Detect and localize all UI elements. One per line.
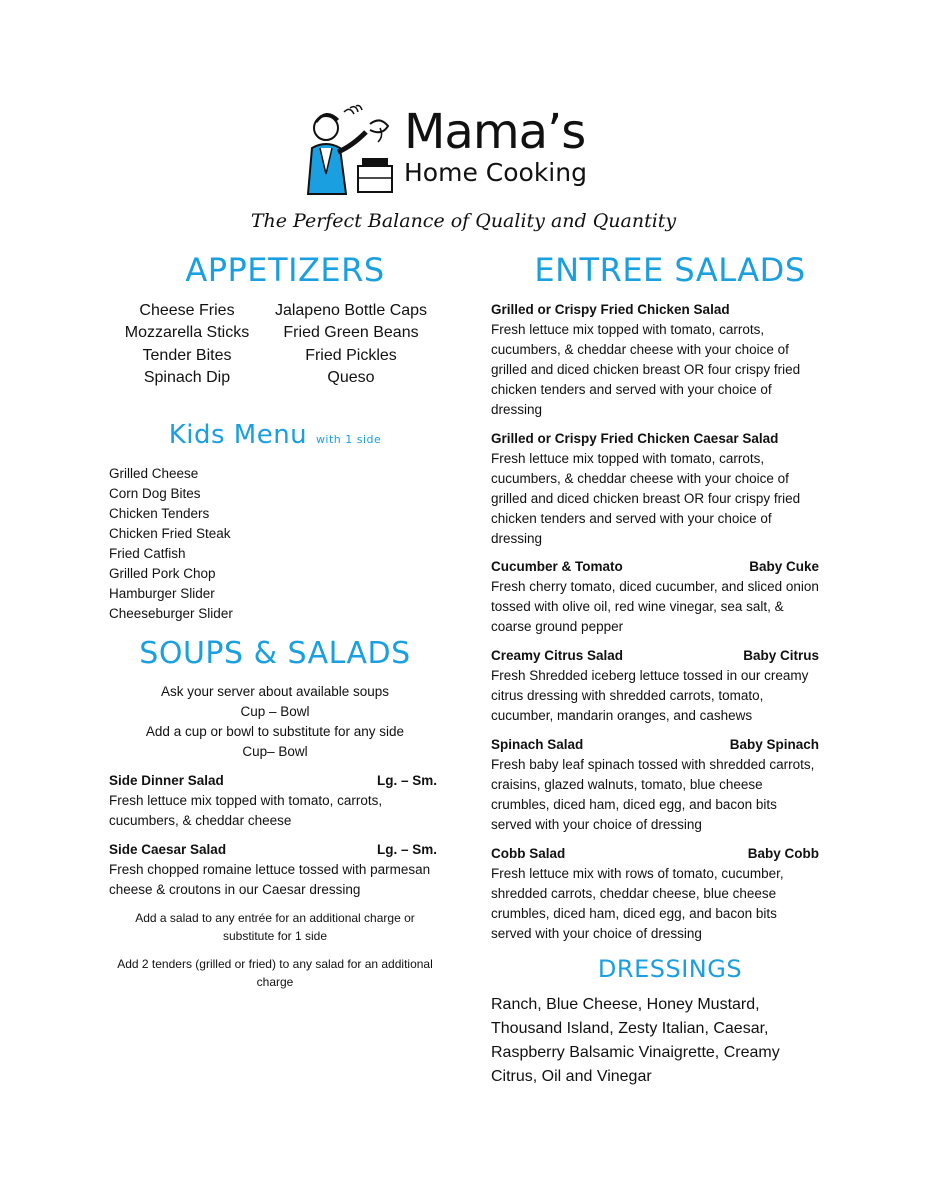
entree-salads-heading: ENTREE SALADS	[534, 251, 806, 289]
kids-menu-list	[109, 464, 233, 624]
list-item: Mozzarella Sticks	[124, 324, 250, 342]
item-description: Fresh lettuce mix topped with tomato, carrots, cucumbers, & cheddar cheese with your choice of grilled and diced chicken breast OR four crispy fried chicken tenders and served with your choice of dressing	[491, 322, 801, 417]
soups-info	[110, 682, 440, 762]
soups-line: Cup – Bowl	[240, 704, 310, 719]
item-baby: Baby Cuke	[749, 559, 819, 574]
item-baby: Baby Citrus	[743, 648, 819, 663]
entree-salad-item	[491, 646, 819, 726]
soups-line: Cup– Bowl	[242, 744, 308, 759]
list-item: Jalapeno Bottle Caps	[274, 302, 428, 319]
item-size: Lg. – Sm.	[376, 842, 437, 857]
list-item: Queso	[327, 368, 375, 386]
item-name: Cucumber & Tomato	[491, 559, 623, 574]
side-caesar-salad	[109, 840, 437, 900]
kids-menu-heading	[110, 418, 440, 457]
item-name: Side Dinner Salad	[109, 773, 224, 788]
soups-line: Ask your server about available soups	[160, 684, 390, 699]
item-description: Fresh Shredded iceberg lettuce tossed in our creamy citrus dressing with shredded carrots, tomato, cucumber, mandarin oranges, and cashews	[491, 668, 809, 723]
item-name: Cobb Salad	[491, 846, 566, 861]
item-name: Creamy Citrus Salad	[491, 648, 624, 663]
salad-note: Add a salad to any entrée for an additional charge or substitute for 1 side	[135, 911, 415, 943]
list-item: Fried Pickles	[305, 346, 397, 364]
item-size: Lg. – Sm.	[376, 773, 437, 788]
logo	[300, 104, 640, 204]
appetizers-list	[112, 300, 440, 389]
dressings-list: Ranch, Blue Cheese, Honey Mustard, Thousand Island, Zesty Italian, Caesar, Raspberry Balsamic Vinaigrette, Creamy Citrus, Oil and Vinegar	[491, 996, 780, 1085]
entree-salad-item	[491, 300, 819, 420]
list-item: Fried Green Beans	[283, 324, 419, 342]
logo-subtitle: Home Cooking	[404, 158, 587, 187]
entree-salad-item	[491, 735, 819, 835]
list-item: Chicken Fried Steak	[109, 526, 231, 541]
list-item: Grilled Cheese	[109, 466, 199, 481]
item-name: Side Caesar Salad	[109, 842, 227, 857]
tagline: The Perfect Balance of Quality and Quantity	[250, 210, 677, 232]
item-description: Fresh lettuce mix with rows of tomato, cucumber, shredded carrots, cheddar cheese, blue cheese crumbles, diced ham, diced egg, and bacon bits served with your choice of dressing	[491, 866, 784, 941]
side-dinner-salad	[109, 771, 437, 831]
appetizers-heading: APPETIZERS	[185, 251, 385, 289]
list-item: Cheeseburger Slider	[109, 606, 233, 621]
list-item: Cheese Fries	[139, 302, 235, 319]
kids-menu-title: Kids Menu	[168, 420, 308, 450]
item-description: Fresh lettuce mix topped with tomato, carrots, cucumbers, & cheddar cheese	[109, 793, 383, 828]
list-item: Corn Dog Bites	[109, 486, 201, 501]
chef-illustration-icon	[300, 104, 400, 196]
item-description: Fresh baby leaf spinach tossed with shredded carrots, craisins, glazed walnuts, tomato, blue cheese crumbles, diced ham, diced egg, and bacon bits served with your choice of dressing	[491, 757, 815, 832]
soups-line: Add a cup or bowl to substitute for any side	[145, 724, 405, 739]
item-baby: Baby Cobb	[747, 846, 819, 861]
list-item: Chicken Tenders	[109, 506, 210, 521]
entree-salad-item	[491, 557, 819, 637]
item-description: Fresh lettuce mix topped with tomato, carrots, cucumbers, & cheddar cheese with your choice of grilled and diced chicken breast OR four crispy fried chicken tenders and served with your choice of dressing	[491, 451, 801, 546]
list-item: Hamburger Slider	[109, 586, 215, 601]
item-name: Spinach Salad	[491, 737, 584, 752]
dressings-heading: DRESSINGS	[597, 955, 743, 983]
entree-salad-item	[491, 844, 819, 944]
list-item: Spinach Dip	[143, 368, 231, 386]
item-description: Fresh chopped romaine lettuce tossed with parmesan cheese & croutons in our Caesar dressing	[109, 862, 431, 897]
logo-title: Mama’s	[404, 104, 586, 160]
list-item: Fried Catfish	[109, 546, 186, 561]
soups-salads-heading: SOUPS & SALADS	[139, 636, 411, 671]
item-baby: Baby Spinach	[729, 737, 819, 752]
entree-salad-item	[491, 429, 819, 549]
list-item: Tender Bites	[142, 346, 232, 364]
item-name: Grilled or Crispy Fried Chicken Salad	[491, 302, 730, 317]
item-description: Fresh cherry tomato, diced cucumber, and sliced onion tossed with olive oil, red wine vinegar, sea salt, & coarse ground pepper	[491, 579, 819, 634]
item-name: Grilled or Crispy Fried Chicken Caesar Salad	[491, 431, 779, 446]
tenders-note: Add 2 tenders (grilled or fried) to any salad for an additional charge	[117, 957, 433, 989]
list-item: Grilled Pork Chop	[109, 566, 216, 581]
kids-menu-note: with 1 side	[315, 433, 382, 446]
